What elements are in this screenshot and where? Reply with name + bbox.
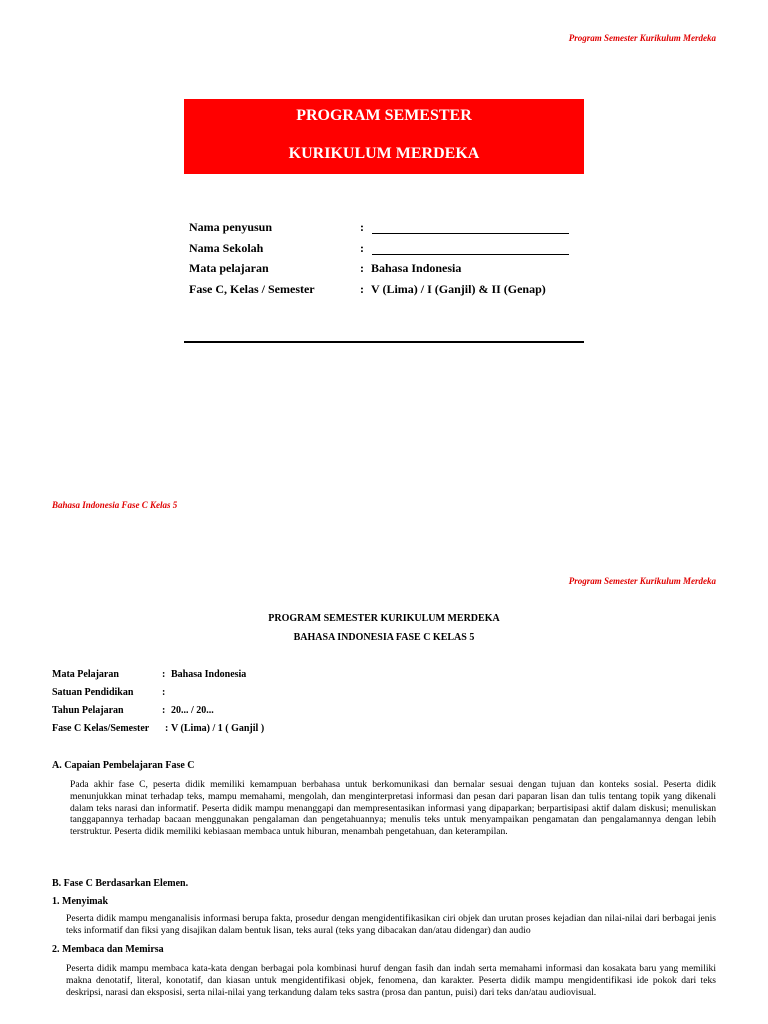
item-membaca-title: 2. Membaca dan Memirsa bbox=[52, 944, 164, 955]
meta-value: Bahasa Indonesia bbox=[171, 669, 247, 680]
doc-title-line2: BAHASA INDONESIA FASE C KELAS 5 bbox=[293, 632, 475, 643]
meta-label: Mata Pelajaran bbox=[52, 669, 119, 680]
meta-colon: : bbox=[162, 687, 166, 698]
cover-title-line2: KURIKULUM MERDEKA bbox=[288, 145, 480, 162]
item-membaca-paragraph: Peserta didik mampu membaca kata-kata dengan berbagai pola kombinasi huruf dengan fasih dan indah serta memahami informasi dan kosakata baru yang memiliki makna denotatif, literal, konotatif, dan kiasan untuk mengidentifikasi objek, fenomena, dan karakter. Peserta didik mampu mengidentifikasi ide pokok dari teks deskripsi, narasi dan eksposisi, serta nilai-nilai yang terkandung dalam teks sastra (prosa dan pantun, puisi) dari teks dan/atau audiovisual. bbox=[66, 963, 716, 998]
field-blank-line bbox=[372, 241, 569, 255]
meta-label: Tahun Pelajaran bbox=[52, 705, 124, 716]
page-footer: Bahasa Indonesia Fase C Kelas 5 bbox=[52, 500, 178, 510]
field-value: V (Lima) / I (Ganjil) & II (Genap) bbox=[371, 281, 546, 296]
page-header: Program Semester Kurikulum Merdeka bbox=[568, 33, 716, 43]
meta-label: Fase C Kelas/Semester bbox=[52, 723, 150, 734]
field-colon: : bbox=[360, 240, 364, 255]
page-header: Program Semester Kurikulum Merdeka bbox=[568, 576, 716, 586]
meta-label: Satuan Pendidikan bbox=[52, 687, 134, 698]
meta-value: 20... / 20... bbox=[171, 705, 214, 716]
cover-divider bbox=[184, 341, 584, 343]
section-a-paragraph: Pada akhir fase C, peserta didik memiliki kemampuan berbahasa untuk berkomunikasi dan bernalar sesuai dengan tujuan dan konteks sosial. Peserta didik menunjukkan minat terhadap teks, mampu memahami, mengolah, dan menginterpretasi informasi dan pesan dari paparan lisan dan tulis tentang topik yang dikenali dalam teks narasi dan informatif. Peserta didik mampu menanggapi dan mempresentasikan informasi yang dipaparkan; berpartisipasi aktif dalam diskusi; menuliskan tanggapannya terhadap bacaan menggunakan pengalaman dan pengetahuannya; menulis teks untuk menyampaikan pengamatan dan pengalamannya dengan lebih terstruktur. Peserta didik memiliki kebiasaan membaca untuk hiburan, menambah pengetahuan, dan keterampilan. bbox=[70, 779, 716, 838]
field-colon: : bbox=[360, 261, 364, 275]
field-label: Mata pelajaran bbox=[189, 261, 269, 275]
field-label: Nama Sekolah bbox=[189, 240, 264, 255]
section-b-title: B. Fase C Berdasarkan Elemen. bbox=[52, 878, 189, 889]
cover-title-box bbox=[184, 99, 584, 174]
meta-colon: : bbox=[162, 669, 166, 680]
field-label: Fase C, Kelas / Semester bbox=[189, 281, 315, 296]
cover-title-line1: PROGRAM SEMESTER bbox=[296, 107, 472, 124]
meta-colon: : bbox=[165, 723, 169, 734]
field-colon: : bbox=[360, 220, 364, 234]
doc-title-line1: PROGRAM SEMESTER KURIKULUM MERDEKA bbox=[268, 613, 500, 624]
field-value: Bahasa Indonesia bbox=[371, 261, 462, 275]
section-a-title: A. Capaian Pembelajaran Fase C bbox=[52, 760, 195, 771]
field-blank-line bbox=[372, 220, 569, 234]
meta-value: V (Lima) / 1 ( Ganjil ) bbox=[171, 723, 265, 734]
meta-colon: : bbox=[162, 705, 166, 716]
item-menyimak-title: 1. Menyimak bbox=[52, 896, 109, 907]
field-label: Nama penyusun bbox=[189, 220, 273, 234]
field-colon: : bbox=[360, 281, 364, 296]
item-menyimak-paragraph: Peserta didik mampu menganalisis informasi berupa fakta, prosedur dengan mengidentifikasikan ciri objek dan urutan proses kejadian dan nilai-nilai dari berbagai jenis teks informatif dan fiksi yang disajikan dalam bentuk lisan, teks aural (teks yang dibacakan dan/atau didengar) dan audio bbox=[66, 913, 716, 936]
